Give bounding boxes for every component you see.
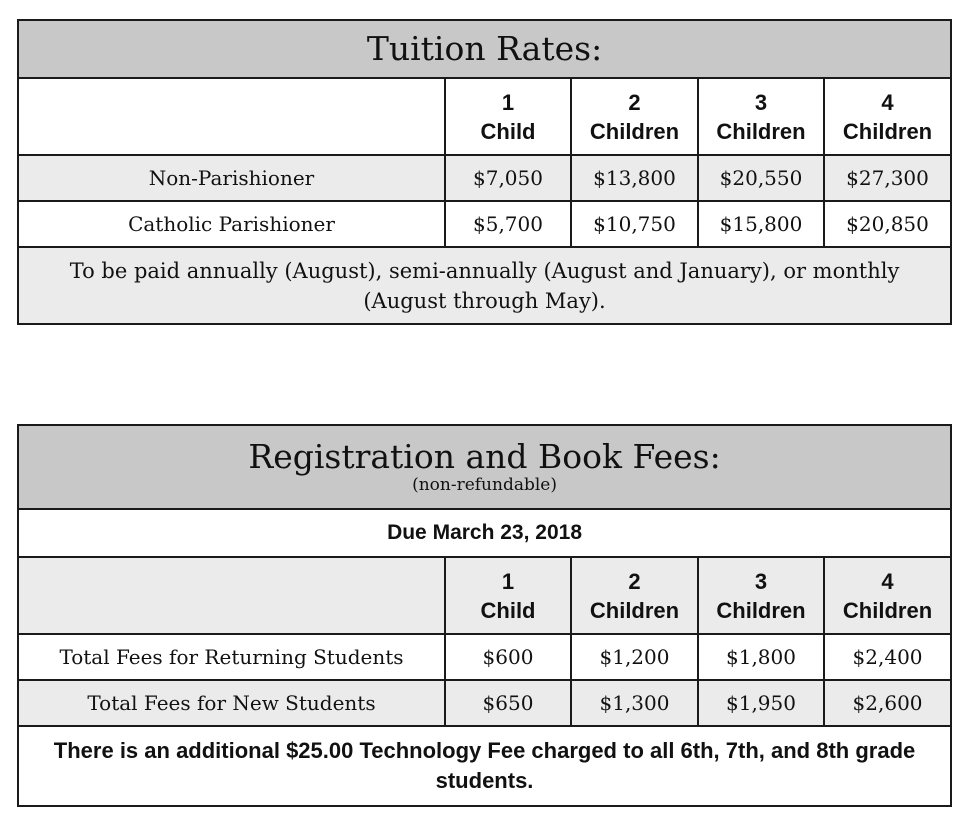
table-cell: $1,200 <box>571 634 698 680</box>
fees-header-row <box>18 557 951 634</box>
col-label: Children <box>589 118 680 144</box>
tuition-header-row <box>18 78 951 155</box>
col-number: 1 <box>501 89 515 115</box>
row-label: Total Fees for New Students <box>18 680 445 726</box>
col-number: 4 <box>881 568 894 594</box>
fees-title-cell <box>18 425 951 509</box>
fees-due-date: Due March 23, 2018 <box>18 509 951 557</box>
tuition-table <box>17 19 952 325</box>
table-cell: $13,800 <box>571 155 698 201</box>
tuition-header-empty <box>18 78 445 155</box>
col-number: 3 <box>754 89 768 115</box>
table-cell: $650 <box>445 680 571 726</box>
row-label: Catholic Parishioner <box>18 201 445 247</box>
table-cell: $1,950 <box>698 680 824 726</box>
col-number: 2 <box>628 568 641 594</box>
col-label: Children <box>716 118 806 144</box>
col-label: Children <box>842 597 933 623</box>
table-cell: $20,850 <box>824 201 951 247</box>
row-label: Total Fees for Returning Students <box>18 634 445 680</box>
tuition-col-2 <box>571 78 698 155</box>
tuition-col-1 <box>445 78 571 155</box>
tuition-payment-note: To be paid annually (August), semi-annually (August and January), or monthly (August through May). <box>18 247 951 324</box>
fees-col-2 <box>571 557 698 634</box>
col-number: 3 <box>754 568 768 594</box>
table-cell: $2,600 <box>824 680 951 726</box>
fees-subtitle: (non-refundable) <box>412 474 557 495</box>
tuition-col-3 <box>698 78 824 155</box>
fees-col-1 <box>445 557 571 634</box>
col-number: 2 <box>628 89 641 115</box>
table-cell: $10,750 <box>571 201 698 247</box>
fees-col-4 <box>824 557 951 634</box>
table-cell: $600 <box>445 634 571 680</box>
table-row <box>18 634 951 680</box>
col-label: Child <box>480 118 536 144</box>
col-number: 1 <box>501 568 515 594</box>
table-cell: $5,700 <box>445 201 571 247</box>
col-label: Children <box>716 597 806 623</box>
technology-fee-note: There is an additional $25.00 Technology Fee charged to all 6th, 7th, and 8th grade students. <box>18 726 951 806</box>
table-cell: $7,050 <box>445 155 571 201</box>
table-cell: $2,400 <box>824 634 951 680</box>
fees-col-3 <box>698 557 824 634</box>
col-label: Child <box>480 597 536 623</box>
table-cell: $20,550 <box>698 155 824 201</box>
table-cell: $1,800 <box>698 634 824 680</box>
table-row <box>18 680 951 726</box>
tuition-col-4 <box>824 78 951 155</box>
table-cell: $27,300 <box>824 155 951 201</box>
row-label: Non-Parishioner <box>18 155 445 201</box>
col-label: Children <box>842 118 933 144</box>
table-cell: $15,800 <box>698 201 824 247</box>
tuition-title: Tuition Rates: <box>366 28 603 68</box>
col-number: 4 <box>881 89 894 115</box>
table-cell: $1,300 <box>571 680 698 726</box>
table-row <box>18 155 951 201</box>
fees-table <box>17 424 952 807</box>
fees-title: Registration and Book Fees: <box>248 436 721 476</box>
tuition-title-cell <box>18 20 951 78</box>
col-label: Children <box>589 597 680 623</box>
table-row <box>18 201 951 247</box>
fees-header-empty <box>18 557 445 634</box>
